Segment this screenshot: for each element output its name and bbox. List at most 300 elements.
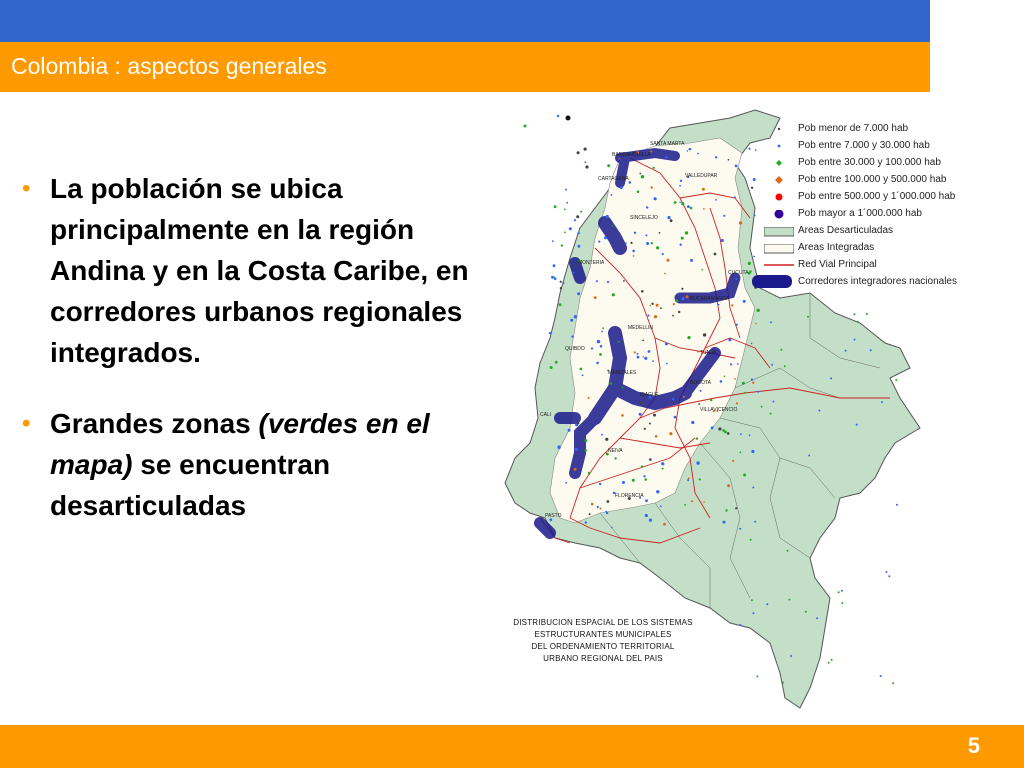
population-dot xyxy=(744,392,746,394)
population-dot xyxy=(644,357,647,360)
population-dot xyxy=(684,504,686,506)
population-dot xyxy=(580,368,583,371)
population-dot xyxy=(621,414,624,417)
population-dot xyxy=(683,396,685,398)
population-dot xyxy=(757,391,759,393)
population-dot xyxy=(575,448,578,451)
map-caption-line: ESTRUCTURANTES MUNICIPALES xyxy=(534,630,672,639)
population-dot xyxy=(565,189,567,191)
population-dot xyxy=(651,303,653,305)
population-dot xyxy=(649,519,652,522)
bullet-item-zones xyxy=(22,403,492,526)
map-caption-line: URBANO REGIONAL DEL PAIS xyxy=(543,654,663,663)
population-dot xyxy=(761,406,763,408)
bullet-text-start: Grandes zonas xyxy=(50,408,259,439)
population-dot xyxy=(568,429,571,432)
population-dot xyxy=(646,206,648,208)
population-dot xyxy=(773,401,775,403)
population-dot xyxy=(672,315,674,317)
population-dot xyxy=(751,343,753,345)
population-dot xyxy=(663,523,666,526)
population-dot xyxy=(736,324,738,326)
population-dot xyxy=(670,219,673,222)
population-dot xyxy=(888,575,890,577)
population-dot xyxy=(675,299,678,302)
population-dot xyxy=(585,165,588,168)
population-dot xyxy=(831,659,833,661)
city-label: SINCELEJO xyxy=(630,215,658,221)
population-dot xyxy=(885,571,887,573)
population-dot xyxy=(665,342,668,345)
population-dot xyxy=(818,410,820,412)
population-dot xyxy=(728,338,731,341)
city-label: MONTERIA xyxy=(578,260,605,266)
population-dot xyxy=(714,253,717,256)
population-dot xyxy=(690,207,693,210)
city-label: MANIZALES xyxy=(608,370,637,376)
city-label: TUNJA xyxy=(700,350,717,356)
population-dot xyxy=(574,315,577,318)
population-dot xyxy=(698,403,700,405)
population-dot xyxy=(552,240,554,242)
population-dot xyxy=(702,188,705,191)
population-dot xyxy=(715,199,717,201)
population-dot xyxy=(666,363,668,365)
population-dot xyxy=(596,280,598,282)
population-dot xyxy=(588,397,590,399)
population-dot xyxy=(739,221,742,224)
population-dot xyxy=(549,332,551,334)
population-dot xyxy=(633,255,635,257)
population-dot xyxy=(610,382,613,385)
population-dot xyxy=(651,242,653,244)
population-dot xyxy=(611,527,613,529)
population-dot xyxy=(607,500,610,503)
population-dot xyxy=(555,361,558,364)
population-dot xyxy=(735,165,738,168)
population-dot xyxy=(711,426,714,429)
population-dot xyxy=(611,194,613,196)
population-dot xyxy=(649,423,651,425)
population-dot xyxy=(599,483,601,485)
population-dot xyxy=(696,437,698,439)
city-label: CUCUTA xyxy=(728,270,749,276)
population-dot xyxy=(653,414,656,417)
population-dot xyxy=(736,402,738,404)
population-dot xyxy=(580,211,582,213)
population-dot xyxy=(589,513,591,515)
population-dot xyxy=(630,242,632,244)
population-dot xyxy=(734,378,736,380)
population-dot xyxy=(816,617,818,619)
population-dot xyxy=(651,186,653,188)
population-dot xyxy=(594,296,597,299)
population-dot xyxy=(597,340,600,343)
legend-item: Pob menor de 7.000 hab xyxy=(750,120,1000,137)
population-dot xyxy=(732,460,734,462)
population-dot xyxy=(892,682,894,684)
population-dot xyxy=(560,281,562,283)
population-dot xyxy=(718,304,720,306)
population-dot xyxy=(649,458,652,461)
population-dot xyxy=(870,349,872,351)
city-label: PASTO xyxy=(545,513,562,519)
population-dot xyxy=(576,215,579,218)
population-dot xyxy=(666,259,669,262)
population-dot xyxy=(828,662,830,664)
city-label: FLORENCIA xyxy=(615,493,644,499)
population-dot xyxy=(757,309,760,312)
population-dot xyxy=(602,327,604,329)
population-dot xyxy=(682,297,685,300)
city-label: CARTAGENA xyxy=(598,176,629,182)
city-label: SANTA MARTA xyxy=(650,141,685,147)
population-dot xyxy=(687,479,689,481)
population-dot xyxy=(643,475,645,477)
population-dot xyxy=(737,363,739,365)
population-dot xyxy=(787,550,789,552)
population-dot xyxy=(553,264,556,267)
population-dot xyxy=(770,321,772,323)
population-dot xyxy=(662,468,664,470)
population-dot xyxy=(740,433,742,435)
population-dot xyxy=(895,379,897,381)
city-label: VILLAVICENCIO xyxy=(700,407,738,413)
bullet-text: La población se ubica principalmente en la región Andina y en la Costa Caribe, en corredores urbanos regionales integrados. xyxy=(50,173,469,368)
population-dot xyxy=(728,159,730,161)
population-dot xyxy=(554,205,557,208)
city-label: VALLEDUPAR xyxy=(685,173,718,179)
title-bar xyxy=(0,42,930,92)
population-dot xyxy=(866,313,868,315)
population-dot xyxy=(790,655,792,657)
population-dot xyxy=(681,288,683,290)
population-dot xyxy=(756,675,758,677)
population-dot xyxy=(578,245,581,248)
population-dot xyxy=(723,521,726,524)
population-dot xyxy=(637,353,639,355)
population-dot xyxy=(807,316,809,318)
map-caption-line: DISTRIBUCION ESPACIAL DE LOS SISTEMAS xyxy=(513,618,693,627)
population-dot xyxy=(599,353,602,356)
population-dot xyxy=(550,366,553,369)
population-dot xyxy=(606,215,609,218)
population-dot xyxy=(577,422,580,425)
population-dot xyxy=(611,225,613,227)
population-dot xyxy=(632,479,635,482)
population-dot xyxy=(770,413,772,415)
population-dot xyxy=(598,241,600,243)
population-dot xyxy=(637,190,640,193)
population-dot xyxy=(584,439,587,442)
population-dot xyxy=(674,416,677,419)
population-dot xyxy=(703,333,706,336)
population-dot xyxy=(731,304,733,306)
city-label: NEIVA xyxy=(608,448,623,454)
population-dot xyxy=(680,180,682,182)
population-dot xyxy=(650,305,652,307)
population-dot xyxy=(721,239,724,242)
population-dot xyxy=(553,276,555,278)
population-dot xyxy=(577,151,580,154)
population-dot xyxy=(727,484,730,487)
population-dot xyxy=(564,209,566,211)
population-dot xyxy=(639,173,641,175)
population-dot xyxy=(557,446,560,449)
population-dot xyxy=(686,295,689,298)
population-dot xyxy=(632,250,635,253)
population-dot xyxy=(782,682,784,684)
population-dot xyxy=(724,376,726,378)
population-dot xyxy=(641,465,643,467)
population-dot xyxy=(673,303,675,305)
bullet-text-end: se encuentran desarticuladas xyxy=(50,449,331,521)
bullet-text-italic: (verdes en el mapa) xyxy=(50,408,430,480)
population-dot xyxy=(561,244,563,246)
population-dot xyxy=(582,374,584,376)
city-label: IBAGUE xyxy=(640,392,659,398)
population-dot xyxy=(625,242,627,244)
population-dot xyxy=(577,232,579,234)
population-dot xyxy=(654,315,657,318)
population-dot xyxy=(766,603,768,605)
population-dot xyxy=(780,349,782,351)
population-dot xyxy=(751,378,753,380)
population-dot xyxy=(601,331,603,333)
population-dot xyxy=(681,237,684,240)
population-dot xyxy=(648,350,651,353)
population-dot xyxy=(699,478,701,480)
bullet-dot-icon: • xyxy=(22,410,31,437)
population-dot xyxy=(662,253,664,255)
population-dot xyxy=(808,455,810,457)
population-dot xyxy=(679,201,681,203)
page-number: 5 xyxy=(967,733,980,758)
population-dot xyxy=(604,236,607,239)
population-dot xyxy=(622,481,625,484)
legend-item: Pob entre 500.000 y 1´000.000 hab xyxy=(750,188,1000,205)
population-dot xyxy=(585,161,587,163)
population-dot xyxy=(723,215,725,217)
population-dot xyxy=(645,514,648,517)
population-dot xyxy=(710,399,712,401)
population-dot xyxy=(656,490,659,493)
population-dot xyxy=(845,350,847,352)
population-dot xyxy=(755,323,757,325)
population-dot xyxy=(588,472,591,475)
population-dot xyxy=(612,293,615,296)
population-dot xyxy=(667,216,670,219)
population-dot xyxy=(607,281,609,283)
population-dot xyxy=(639,401,642,404)
population-dot xyxy=(685,231,688,234)
population-dot xyxy=(623,280,625,282)
population-dot xyxy=(566,202,568,204)
population-dot xyxy=(656,304,659,307)
population-dot xyxy=(853,313,855,315)
map-caption xyxy=(493,617,713,665)
population-dot xyxy=(687,150,689,152)
population-dot xyxy=(752,382,754,384)
population-dot xyxy=(634,351,636,353)
population-dot xyxy=(674,201,677,204)
population-dot xyxy=(620,186,623,189)
population-dot xyxy=(678,311,680,313)
footer-bar xyxy=(0,725,1024,768)
city-label: CALI xyxy=(540,412,552,418)
legend-item: Pob entre 100.000 y 500.000 hab xyxy=(750,171,1000,188)
population-dot xyxy=(739,528,741,530)
population-dot xyxy=(718,427,721,430)
population-dot xyxy=(646,242,649,245)
population-dot xyxy=(739,451,741,453)
population-dot xyxy=(622,387,624,389)
population-dot xyxy=(577,292,580,295)
population-dot xyxy=(691,500,693,502)
city-label: QUIBDO xyxy=(565,346,585,352)
population-dot xyxy=(569,227,572,230)
population-dot xyxy=(788,599,790,601)
map-islands xyxy=(524,115,571,128)
legend-item: Red Vial Principal xyxy=(798,259,877,270)
population-dot xyxy=(838,591,840,593)
population-dot xyxy=(805,611,807,613)
population-dot xyxy=(641,175,644,178)
population-dot xyxy=(750,539,752,541)
population-dot xyxy=(654,197,657,200)
population-dot xyxy=(736,278,738,280)
population-dot xyxy=(680,244,682,246)
population-dot xyxy=(639,413,642,416)
population-dot xyxy=(854,339,856,341)
population-dot xyxy=(687,336,690,339)
population-dot xyxy=(688,477,690,479)
population-dot xyxy=(734,196,736,198)
population-dot xyxy=(618,341,620,343)
population-dot xyxy=(703,501,705,503)
population-dot xyxy=(669,432,672,435)
population-dot xyxy=(749,434,751,436)
city-label: BUCARAMANGA xyxy=(690,296,730,302)
population-dot xyxy=(653,167,655,169)
bullet-list xyxy=(22,168,492,556)
legend-item: Areas Desarticuladas xyxy=(750,222,1000,239)
population-dot xyxy=(696,461,699,464)
population-dot xyxy=(739,624,741,626)
population-dot xyxy=(574,468,577,471)
population-dot xyxy=(573,272,575,274)
city-label: MEDELLIN xyxy=(628,325,654,331)
population-dot xyxy=(659,232,661,234)
population-dot xyxy=(600,345,603,348)
population-dot xyxy=(574,219,576,221)
population-dot xyxy=(560,287,562,289)
city-label: BOGOTA xyxy=(690,380,712,386)
population-dot xyxy=(664,273,666,275)
population-dot xyxy=(606,512,608,514)
population-dot xyxy=(701,269,703,271)
population-dot xyxy=(881,401,883,403)
slide-title: Colombia : aspectos generales xyxy=(11,53,327,79)
population-dot xyxy=(564,231,566,233)
population-dot xyxy=(645,499,648,502)
population-dot xyxy=(677,293,679,295)
population-dot xyxy=(645,478,648,481)
population-dot xyxy=(634,232,636,234)
population-dot xyxy=(574,265,576,267)
population-dot xyxy=(679,185,681,187)
population-dot xyxy=(672,398,674,400)
population-dot xyxy=(571,335,573,337)
bullet-dot-icon: • xyxy=(22,175,31,202)
population-dot xyxy=(660,307,662,309)
population-dot xyxy=(742,382,745,385)
population-dot xyxy=(597,506,599,508)
top-blue-bar xyxy=(0,0,930,42)
population-dot xyxy=(880,675,882,677)
population-dot xyxy=(691,421,694,424)
population-dot xyxy=(841,602,843,604)
population-dot xyxy=(601,434,603,436)
population-dot xyxy=(681,202,684,205)
population-dot xyxy=(641,290,644,293)
population-dot xyxy=(605,438,608,441)
population-dot xyxy=(856,424,858,426)
population-dot xyxy=(697,351,699,353)
population-dot xyxy=(656,246,659,249)
population-dot xyxy=(841,590,843,592)
population-dot xyxy=(727,432,730,435)
population-dot xyxy=(754,521,756,523)
population-dot xyxy=(647,314,649,316)
population-dot xyxy=(703,208,705,210)
population-dot xyxy=(660,506,662,508)
population-dot xyxy=(652,360,654,362)
population-dot xyxy=(565,482,567,484)
population-dot xyxy=(715,156,717,158)
population-dot xyxy=(784,365,786,367)
population-dot xyxy=(596,362,599,365)
population-dot xyxy=(743,474,746,477)
population-dot xyxy=(830,377,832,379)
population-dot xyxy=(690,259,693,262)
bullet-item-population xyxy=(22,168,492,373)
population-dot xyxy=(743,300,746,303)
population-dot xyxy=(642,356,644,358)
population-dot xyxy=(752,487,754,489)
population-dot xyxy=(665,156,667,158)
population-dot xyxy=(700,390,702,392)
population-dot xyxy=(752,612,754,614)
population-dot xyxy=(644,428,646,430)
population-dot xyxy=(751,599,753,601)
city-label: BARRANQUILLA xyxy=(612,152,651,158)
map-legend xyxy=(750,120,1000,290)
map-caption-line: DEL ORDENAMIENTO TERRITORIAL xyxy=(531,642,675,651)
population-dot xyxy=(645,234,647,236)
population-dot xyxy=(896,504,898,506)
population-dot xyxy=(725,509,727,511)
population-dot xyxy=(771,364,773,366)
population-dot xyxy=(857,321,859,323)
population-dot xyxy=(584,148,587,151)
legend-item: Areas Integradas xyxy=(750,239,1000,256)
legend-item: Pob entre 7.000 y 30.000 hab xyxy=(750,137,1000,154)
legend-item: Pob mayor a 1´000.000 hab xyxy=(750,205,1000,222)
population-dot xyxy=(585,521,587,523)
population-dot xyxy=(720,380,723,383)
population-dot xyxy=(751,450,754,453)
